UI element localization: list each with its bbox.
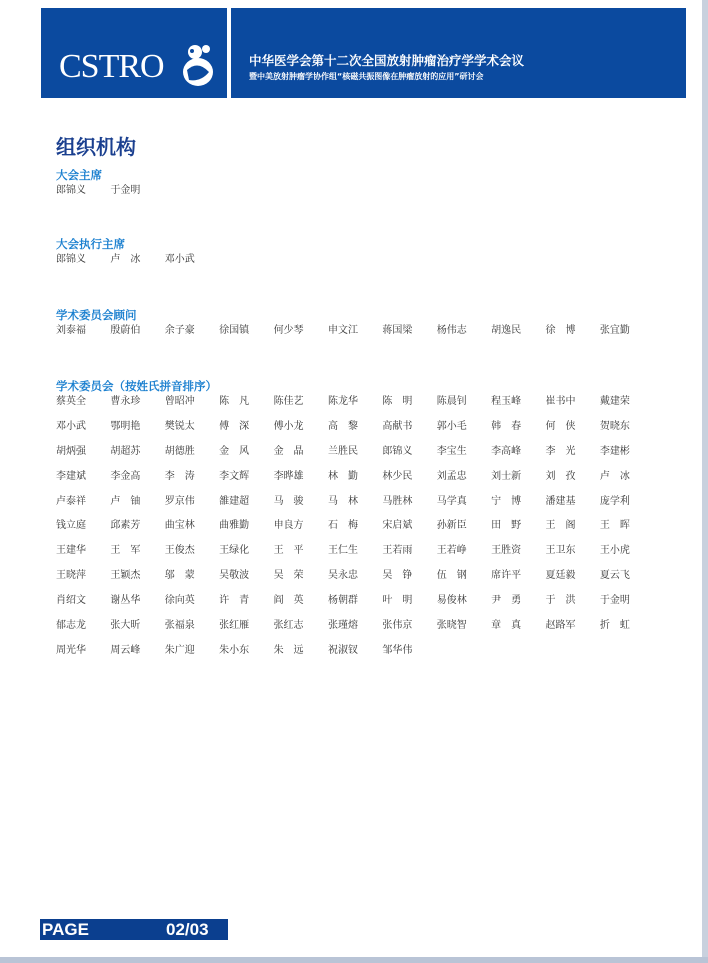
- person-name: 席许平: [491, 570, 522, 582]
- person-name: 钱立庭: [56, 520, 86, 532]
- section-executive-chair: [56, 235, 656, 269]
- conference-title: 中华医学会第十二次全国放射肿瘤治疗学学术会议: [249, 53, 525, 68]
- person-name: 马 骏: [273, 495, 304, 507]
- person-name: 宁 博: [491, 495, 522, 507]
- person-name: 贺晓东: [599, 420, 630, 432]
- person-name: 李 光: [545, 445, 576, 457]
- person-name: 蒋国梁: [382, 325, 413, 336]
- person-name: 陈佳艺: [273, 396, 304, 407]
- person-name: 曲宝林: [164, 520, 195, 532]
- person-name: 陈龙华: [327, 396, 358, 407]
- person-name: 张晓智: [436, 620, 467, 632]
- person-name: 李宝生: [436, 445, 467, 457]
- person-name: 马 林: [327, 495, 358, 507]
- page-word: PAGE: [42, 920, 89, 939]
- person-name: 郭小毛: [436, 420, 467, 432]
- person-name: 祝淑钗: [327, 644, 358, 656]
- person-name: 殷蔚伯: [110, 325, 141, 336]
- person-name: 金 晶: [273, 445, 304, 457]
- person-name: 张红雁: [219, 620, 250, 632]
- person-name: 王颖杰: [110, 570, 141, 582]
- person-name: 申文江: [327, 325, 358, 336]
- person-name: 周光华: [56, 644, 86, 656]
- person-name: 刘士新: [491, 470, 522, 482]
- person-name: 吴 荣: [273, 570, 304, 582]
- cstro-logo: CSTRO: [59, 48, 164, 85]
- person-name: 杨朝群: [327, 595, 358, 607]
- person-name: 周云峰: [110, 644, 141, 656]
- person-name: 刘孟忠: [436, 470, 467, 482]
- conference-title-panel: [231, 8, 686, 98]
- name-list: [56, 395, 656, 669]
- person-name: 邓小武: [164, 254, 195, 265]
- person-name: 罗京伟: [164, 495, 195, 507]
- person-name: 吴永忠: [327, 570, 358, 582]
- person-name: 傅 深: [219, 420, 250, 432]
- person-name: 林 勤: [327, 470, 358, 482]
- person-name: 王 晖: [599, 520, 630, 532]
- person-name: 傅小龙: [273, 420, 304, 432]
- person-name: 张伟京: [382, 620, 413, 632]
- section-title: 学术委员会顾问: [56, 308, 137, 322]
- person-name: 雒建超: [219, 495, 250, 507]
- name-list: [56, 324, 656, 340]
- person-name: 王绿化: [219, 545, 250, 557]
- person-name: 曾昭冲: [164, 396, 195, 407]
- person-name: 王卫东: [545, 545, 576, 557]
- person-name: 郎锦义: [56, 254, 86, 265]
- person-name: 邓小武: [56, 420, 86, 432]
- page-footer: [40, 919, 228, 940]
- person-name: 庞学利: [599, 495, 630, 507]
- person-name: 王建华: [56, 545, 86, 557]
- person-name: 何少琴: [273, 325, 304, 336]
- person-name: 王胜资: [491, 545, 522, 557]
- person-name: 王小虎: [599, 545, 630, 557]
- logo-figure-icon: [181, 42, 215, 88]
- person-name: 樊锐太: [164, 420, 195, 432]
- person-name: 曲雅勤: [219, 520, 250, 532]
- person-name: 崔书中: [545, 396, 576, 407]
- page-title: 组织机构: [56, 135, 136, 159]
- person-name: 戴建荣: [599, 396, 630, 407]
- person-name: 徐国镇: [219, 325, 250, 336]
- person-name: 王 平: [273, 545, 304, 557]
- person-name: 肖绍文: [56, 595, 86, 607]
- person-name: 于金明: [599, 595, 630, 607]
- person-name: 田 野: [491, 520, 522, 532]
- person-name: 胡超苏: [110, 445, 141, 457]
- person-name: 于金明: [110, 185, 141, 196]
- person-name: 刘 孜: [545, 470, 576, 482]
- person-name: 刘泰福: [56, 325, 86, 336]
- person-name: 徐向英: [164, 595, 195, 607]
- section-title: 大会主席: [56, 168, 102, 182]
- person-name: 邹华伟: [382, 644, 413, 656]
- person-name: 陈 凡: [219, 396, 250, 407]
- person-name: 石 梅: [327, 520, 358, 532]
- conference-subtitle: 暨中美放射肿瘤学协作组“核磁共振图像在肿瘤放射的应用”研讨会: [249, 72, 484, 81]
- person-name: 王晓萍: [56, 570, 86, 582]
- person-name: 折 虹: [599, 620, 630, 632]
- person-name: 李 涛: [164, 470, 195, 482]
- person-name: 申良方: [273, 520, 304, 532]
- person-name: 曹永珍: [110, 396, 141, 407]
- person-name: 尹 勇: [491, 595, 522, 607]
- person-name: 高 黎: [327, 420, 358, 432]
- person-name: 吴敬波: [219, 570, 250, 582]
- person-name: 张大昕: [110, 620, 141, 632]
- logo-panel: [41, 8, 227, 98]
- person-name: 何 侠: [545, 420, 576, 432]
- person-name: 叶 明: [382, 595, 413, 607]
- person-name: 于 洪: [545, 595, 576, 607]
- person-name: 高献书: [382, 420, 413, 432]
- person-name: 林少民: [382, 470, 413, 482]
- person-name: 卢 冰: [599, 470, 630, 482]
- person-name: 胡德胜: [164, 445, 195, 457]
- person-name: 卢 冰: [110, 254, 141, 265]
- name-list: [56, 253, 656, 269]
- person-name: 宋启斌: [382, 520, 413, 532]
- person-name: 邬 蒙: [164, 570, 195, 582]
- person-name: 马胜林: [382, 495, 413, 507]
- person-name: 阎 英: [273, 595, 304, 607]
- person-name: 徐 博: [545, 325, 576, 336]
- person-name: 郎锦义: [382, 445, 413, 457]
- person-name: 许 青: [219, 595, 250, 607]
- person-name: 张宜勤: [599, 325, 630, 336]
- person-name: 李文辉: [219, 470, 250, 482]
- person-name: 李高峰: [491, 445, 522, 457]
- person-name: 李建彬: [599, 445, 630, 457]
- person-name: 夏云飞: [599, 570, 630, 582]
- person-name: 朱广迎: [164, 644, 195, 656]
- section-title: 大会执行主席: [56, 237, 125, 251]
- person-name: 李建斌: [56, 470, 86, 482]
- person-name: 章 真: [491, 620, 522, 632]
- person-name: 邱素芳: [110, 520, 141, 532]
- page-number: 02/03: [166, 920, 209, 939]
- person-name: 潘建基: [545, 495, 576, 507]
- person-name: 卢泰祥: [56, 495, 86, 507]
- person-name: 胡逸民: [491, 325, 522, 336]
- person-name: 朱小东: [219, 644, 250, 656]
- name-list: [56, 184, 656, 200]
- person-name: 程玉峰: [491, 396, 522, 407]
- person-name: 伍 钢: [436, 570, 467, 582]
- section-academic-advisors: [56, 306, 656, 340]
- window-frame-right: [702, 0, 708, 963]
- person-name: 谢丛华: [110, 595, 141, 607]
- person-name: 李晔雄: [273, 470, 304, 482]
- person-name: 王 军: [110, 545, 141, 557]
- person-name: 胡炳强: [56, 445, 86, 457]
- person-name: 孙新臣: [436, 520, 467, 532]
- person-name: 张福泉: [164, 620, 195, 632]
- person-name: 张红志: [273, 620, 304, 632]
- person-name: 兰胜民: [327, 445, 358, 457]
- person-name: 马学真: [436, 495, 467, 507]
- person-name: 郁志龙: [56, 620, 86, 632]
- person-name: 王若雨: [382, 545, 413, 557]
- person-name: 易俊林: [436, 595, 467, 607]
- person-name: 金 风: [219, 445, 250, 457]
- person-name: 鄂明艳: [110, 420, 141, 432]
- person-name: 王 阁: [545, 520, 576, 532]
- person-name: 陈 明: [382, 396, 413, 407]
- person-name: 卢 铀: [110, 495, 141, 507]
- person-name: 夏廷毅: [545, 570, 576, 582]
- person-name: 杨伟志: [436, 325, 467, 336]
- section-title: 学术委员会（按姓氏拼音排序）: [56, 379, 217, 393]
- section-congress-chair: [56, 166, 656, 200]
- person-name: 王俊杰: [164, 545, 195, 557]
- person-name: 张瑾熔: [327, 620, 358, 632]
- person-name: 吴 铮: [382, 570, 413, 582]
- person-name: 王仁生: [327, 545, 358, 557]
- person-name: 朱 远: [273, 644, 304, 656]
- window-frame-bottom: [0, 957, 708, 963]
- person-name: 蔡英全: [56, 396, 86, 407]
- person-name: 赵路军: [545, 620, 576, 632]
- person-name: 郎锦义: [56, 185, 86, 196]
- person-name: 余子豪: [164, 325, 195, 336]
- section-academic-committee: [56, 377, 656, 669]
- person-name: 王若峥: [436, 545, 467, 557]
- person-name: 韩 春: [491, 420, 522, 432]
- person-name: 陈晨钊: [436, 396, 467, 407]
- person-name: 李金高: [110, 470, 141, 482]
